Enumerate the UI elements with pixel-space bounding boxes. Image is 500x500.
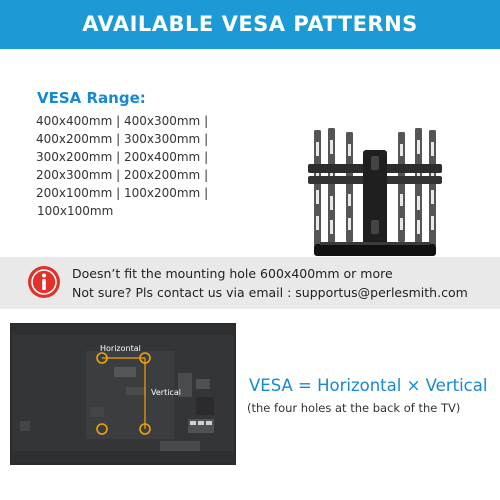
tv-back-photo <box>10 323 236 465</box>
stand-base <box>314 244 436 256</box>
notice-bar <box>0 257 500 309</box>
horizontal-label: Horizontal <box>100 344 141 353</box>
stand-base-edge <box>320 242 430 245</box>
vertical-label: Vertical <box>151 388 181 397</box>
vesa-range-line: 100x100mm <box>37 204 114 218</box>
vesa-formula-note: (the four holes at the back of the TV) <box>247 401 461 415</box>
column-slot <box>371 220 379 234</box>
vesa-range-heading: VESA Range: <box>37 89 146 107</box>
vesa-formula: VESA = Horizontal × Vertical <box>249 376 488 395</box>
vesa-range-line: 400x400mm | 400x300mm | <box>36 114 209 128</box>
tv-stand-illustration <box>300 120 450 258</box>
vesa-range-line: 200x100mm | 100x200mm | <box>36 186 209 200</box>
vesa-range-line: 400x200mm | 300x300mm | <box>36 132 209 146</box>
vesa-range-line: 200x300mm | 200x200mm | <box>36 168 209 182</box>
column-slot <box>371 156 379 170</box>
vesa-range-list <box>36 112 276 220</box>
notice-text-contact: Not sure? Pls contact us via email : supportus@perlesmith.com <box>72 285 468 300</box>
notice-text-fit: Doesn’t fit the mounting hole 600x400mm or more <box>72 266 393 281</box>
vesa-range-line: 300x200mm | 200x400mm | <box>36 150 209 164</box>
page-title: AVAILABLE VESA PATTERNS <box>82 11 418 36</box>
title-banner <box>0 0 500 49</box>
info-icon <box>27 265 61 299</box>
